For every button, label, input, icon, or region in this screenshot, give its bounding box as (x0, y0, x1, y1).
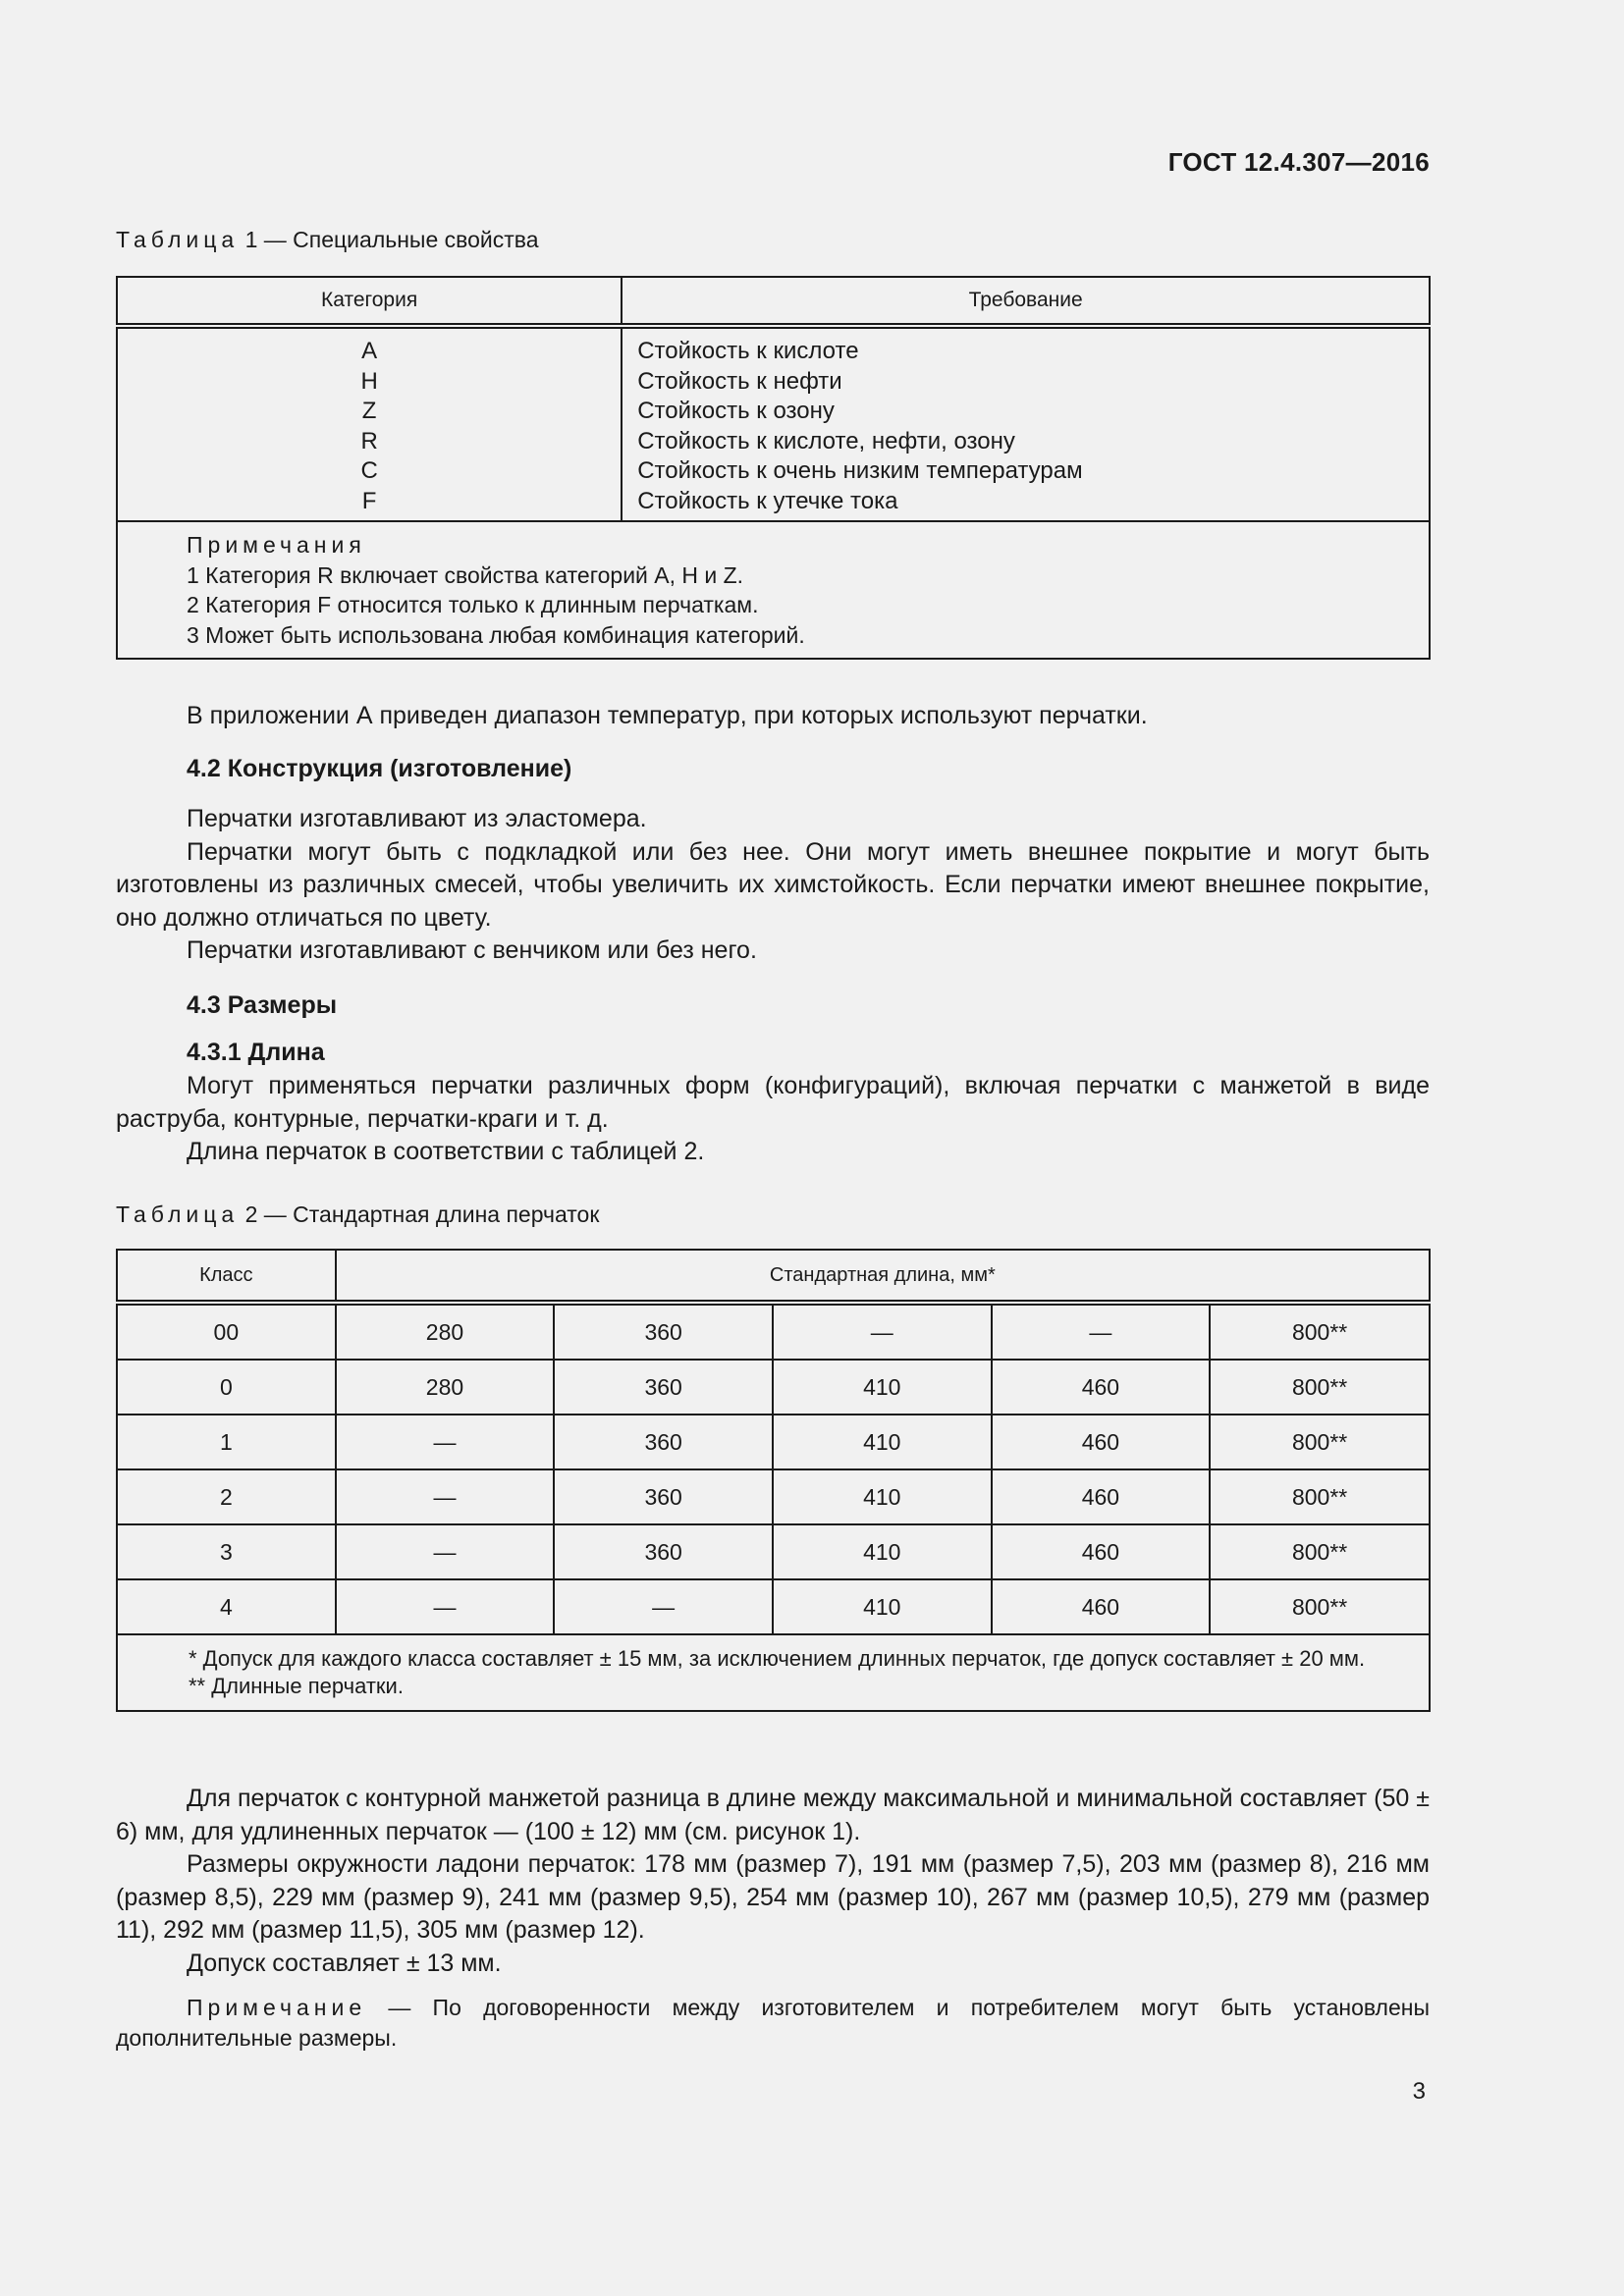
table2-cell: 0 (117, 1360, 336, 1415)
table1-categories-cell (117, 326, 622, 521)
table2-cell: — (336, 1579, 555, 1634)
table2-cell: 280 (336, 1360, 555, 1415)
table2-cell: 460 (992, 1469, 1211, 1524)
table1-category: R (360, 427, 378, 454)
table2-cell: — (336, 1469, 555, 1524)
table2-footnote: ** Длинные перчатки. (189, 1674, 404, 1698)
table2-cell: — (336, 1524, 555, 1579)
paragraph: Могут применяться перчатки различных форм (конфигураций), включая перчатки с манжетой в виде раструба, контурные, перчатки-краги и т. д. (116, 1072, 1430, 1133)
table-row (117, 1524, 1430, 1579)
paragraph: Для перчаток с контурной манжетой разница в длине между максимальной и минимальной составляет (50 ± 6) мм, для удлиненных перчаток — (100 ± 12) мм (см. рисунок 1). (116, 1785, 1430, 1845)
table2-footnotes (117, 1634, 1430, 1711)
table2-cell: 800** (1210, 1469, 1430, 1524)
table2-cell: 800** (1210, 1524, 1430, 1579)
table2-cell: 800** (1210, 1360, 1430, 1415)
table1-category: Z (361, 398, 377, 424)
table1-note: 2 Категория F относится только к длинным перчаткам. (187, 592, 759, 617)
table-row (117, 1469, 1430, 1524)
table1-body-row (117, 326, 1430, 521)
table2-cell: 410 (773, 1469, 992, 1524)
table2-cell: 360 (554, 1469, 773, 1524)
table2-cell: 460 (992, 1415, 1211, 1469)
table1-header-category: Категория (117, 277, 622, 326)
page-number: 3 (1412, 2078, 1426, 2105)
table1-requirement: Стойкость к очень низким температурам (637, 457, 1083, 484)
table2-cell: 360 (554, 1360, 773, 1415)
table2-cell: 460 (992, 1524, 1211, 1579)
table2-cell: 3 (117, 1524, 336, 1579)
table1-requirements-cell (622, 326, 1430, 521)
table2-footnote: * Допуск для каждого класса составляет ± 15 мм, за исключением длинных перчаток, где допуск составляет ± 20 мм. (189, 1646, 1366, 1671)
table1-caption (116, 227, 539, 253)
section-4-3-1-body (116, 1070, 1430, 1169)
table-special-properties (116, 276, 1431, 660)
table2-cell: — (992, 1303, 1211, 1360)
section-4-3-heading: 4.3 Размеры (187, 991, 338, 1019)
table-row (117, 1303, 1430, 1360)
table2-cell: — (773, 1303, 992, 1360)
table1-note: 3 Может быть использована любая комбинация категорий. (187, 621, 805, 648)
table2-cell: 800** (1210, 1579, 1430, 1634)
table2-cell: — (554, 1579, 773, 1634)
table2-cell: 410 (773, 1360, 992, 1415)
paragraph: Перчатки могут быть с подкладкой или без нее. Они могут иметь внешнее покрытие и могут быть изготовлены из различных смесей, чтобы увеличить их химстойкость. Если перчатки имеют внешнее покрытие, оно должно отличаться по цвету. (116, 837, 1430, 932)
table2-cell: 1 (117, 1415, 336, 1469)
table1-category: C (360, 457, 378, 484)
table2-header-class: Класс (117, 1250, 336, 1303)
table2-cell: 4 (117, 1579, 336, 1634)
standard-number: ГОСТ 12.4.307—2016 (1167, 147, 1430, 177)
paragraph-appendix-text: В приложении А приведен диапазон температур, при которых используют перчатки. (187, 702, 1148, 729)
table2-cell: 800** (1210, 1415, 1430, 1469)
table1-notes-title: Примечания (187, 532, 366, 558)
paragraph: Длина перчаток в соответствии с таблицей 2. (187, 1138, 705, 1165)
paragraph: Размеры окружности ладони перчаток: 178 мм (размер 7), 191 мм (размер 7,5), 203 мм (размер 8), 216 мм (размер 8,5), 229 мм (размер 9), 241 мм (размер 9,5), 254 мм (размер 10), 267 мм (размер 10,5), 279 мм (размер 11), 292 мм (размер 11,5), 305 мм (размер 12). (116, 1850, 1430, 1944)
table1-header-row (117, 277, 1430, 326)
table1-requirement: Стойкость к озону (637, 398, 835, 424)
table2-cell: 360 (554, 1524, 773, 1579)
sizes-body (116, 1783, 1430, 1980)
table2-caption-title: 2 — Стандартная длина перчаток (239, 1201, 600, 1227)
table1-caption-title: 1 — Специальные свойства (239, 227, 539, 252)
table2-cell: 00 (117, 1303, 336, 1360)
table1-notes (117, 521, 1430, 659)
table2-caption-prefix: Таблица (116, 1201, 240, 1227)
table-standard-length (116, 1249, 1431, 1712)
table2-cell: 360 (554, 1415, 773, 1469)
table2-header-length: Стандартная длина, мм* (336, 1250, 1430, 1303)
table1-caption-prefix: Таблица (116, 227, 240, 252)
paragraph-appendix (116, 700, 1430, 733)
table1-category: H (360, 367, 378, 395)
paragraph: Перчатки изготавливают с венчиком или без него. (187, 936, 757, 964)
table1-header-requirement: Требование (622, 277, 1430, 326)
section-4-2-body (116, 803, 1430, 968)
table2-footnotes-row (117, 1634, 1430, 1711)
table-row (117, 1579, 1430, 1634)
table2-header-row (117, 1250, 1430, 1303)
table2-cell: 410 (773, 1579, 992, 1634)
table2-cell: 800** (1210, 1303, 1430, 1360)
section-4-2-heading: 4.2 Конструкция (изготовление) (187, 755, 572, 782)
table-row (117, 1415, 1430, 1469)
table1-category: A (361, 338, 378, 364)
final-note-paragraph (116, 1993, 1430, 2054)
table-row (117, 1360, 1430, 1415)
table2-cell: 460 (992, 1360, 1211, 1415)
table2-cell: — (336, 1415, 555, 1469)
table2-cell: 2 (117, 1469, 336, 1524)
table2-cell: 280 (336, 1303, 555, 1360)
table1-requirement: Стойкость к нефти (637, 367, 842, 395)
table1-requirement: Стойкость к утечке тока (637, 487, 898, 514)
section-4-3-1-heading: 4.3.1 Длина (187, 1039, 325, 1066)
paragraph: Перчатки изготавливают из эластомера. (187, 805, 647, 832)
table1-category: F (361, 487, 377, 514)
table1-requirement: Стойкость к кислоте, нефти, озону (637, 427, 1015, 454)
paragraph: Допуск составляет ± 13 мм. (187, 1949, 502, 1977)
table1-notes-row (117, 521, 1430, 659)
final-note-text: — По договоренности между изготовителем и потребителем могут быть установлены дополнительные размеры. (116, 1995, 1430, 2051)
table2-caption (116, 1201, 599, 1228)
table1-note: 1 Категория R включает свойства категорий A, H и Z. (187, 561, 744, 588)
final-note (116, 1993, 1430, 2054)
table2-cell: 460 (992, 1579, 1211, 1634)
table2-cell: 360 (554, 1303, 773, 1360)
table1-requirement: Стойкость к кислоте (637, 338, 859, 364)
table2-cell: 410 (773, 1524, 992, 1579)
table2-cell: 410 (773, 1415, 992, 1469)
final-note-label: Примечание (187, 1995, 367, 2020)
